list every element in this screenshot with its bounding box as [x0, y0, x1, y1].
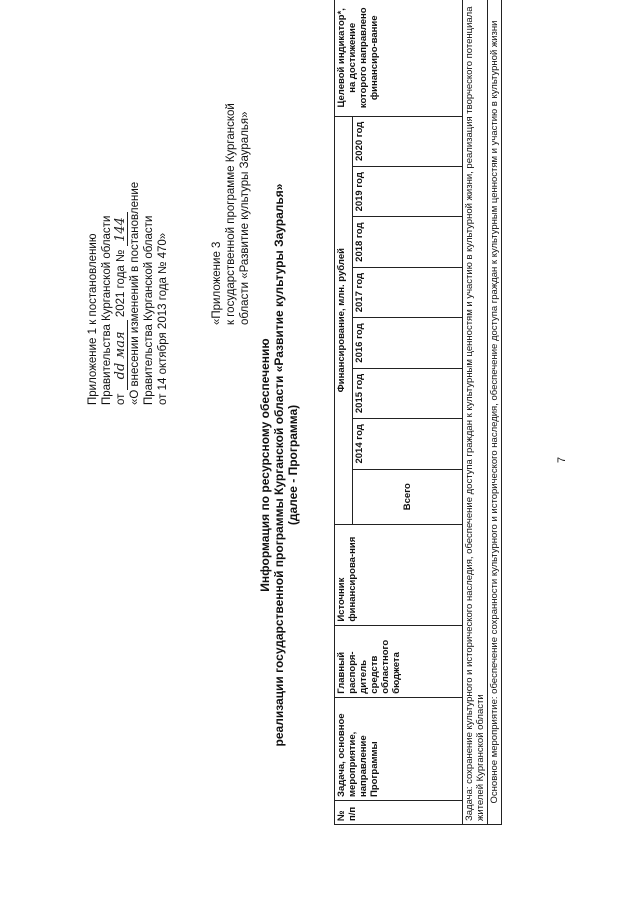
annex-date-prefix: от	[115, 393, 127, 405]
handwritten-number: 144	[115, 212, 128, 246]
header-manager: Главный распоря-дитель средств областного бюджета	[335, 625, 463, 697]
header-year: 2019 год	[353, 167, 463, 217]
header-year: 2017 год	[353, 267, 463, 317]
title-line: (далее - Программа)	[286, 404, 300, 526]
document-title	[258, 105, 300, 825]
header-row	[335, 0, 353, 825]
annex3-line: области «Развитие культуры Зауралья»	[239, 111, 251, 325]
annex-date-line	[114, 75, 128, 405]
header-task: Задача, основное мероприятие, направление Программы	[335, 697, 463, 800]
header-year: 2015 год	[353, 368, 463, 418]
annex3-line: «Приложение 3	[211, 241, 223, 325]
header-num: № п/п	[335, 800, 463, 824]
header-source: Источник финансирова-ния	[335, 524, 463, 625]
annex-line: Правительства Курганской области	[143, 215, 155, 405]
annex-header	[86, 75, 170, 405]
annex-line: Правительства Курганской области	[101, 215, 113, 405]
header-financing: Финансирование, млн. рублей	[335, 116, 353, 524]
page-number: 7	[556, 456, 568, 463]
measure-row	[488, 0, 502, 825]
header-indicator: Целевой индикатор*, на достижение которого направлено финансиро-вание	[335, 0, 463, 116]
title-line: Информация по ресурсному обеспечению	[258, 338, 272, 592]
annex-date-year: 2021 года №	[115, 249, 127, 318]
resource-table	[334, 0, 502, 825]
task-row	[463, 0, 488, 825]
annex-line: Приложение 1 к постановлению	[87, 233, 99, 405]
header-year: 2014 год	[353, 419, 463, 469]
header-year: 2020 год	[353, 116, 463, 166]
handwritten-date: dd мая	[115, 320, 128, 390]
annex3-header	[210, 65, 252, 325]
annex3-line: к государственной программе Курганской	[225, 103, 237, 325]
header-year: 2018 год	[353, 217, 463, 267]
title-line: реализации государственной программы Курганской области «Развитие культуры Зауралья»	[272, 183, 286, 747]
header-year: 2016 год	[353, 318, 463, 368]
task-text: Задача: сохранение культурного и исторического наследия, обеспечение доступа граждан к культурным ценностям и участию в культурной жизни, реализация творческого потенциала жителей Курганской области	[463, 0, 488, 825]
annex-line: от 14 октября 2013 года № 470»	[157, 232, 169, 405]
annex-line: «О внесении изменений в постановление	[129, 181, 141, 405]
measure-text: Основное мероприятие: обеспечение сохранности культурного и исторического наследия, обеспечение доступа граждан к культурным ценностям и участию в культурной жизни	[488, 0, 502, 825]
header-total: Всего	[353, 469, 463, 524]
